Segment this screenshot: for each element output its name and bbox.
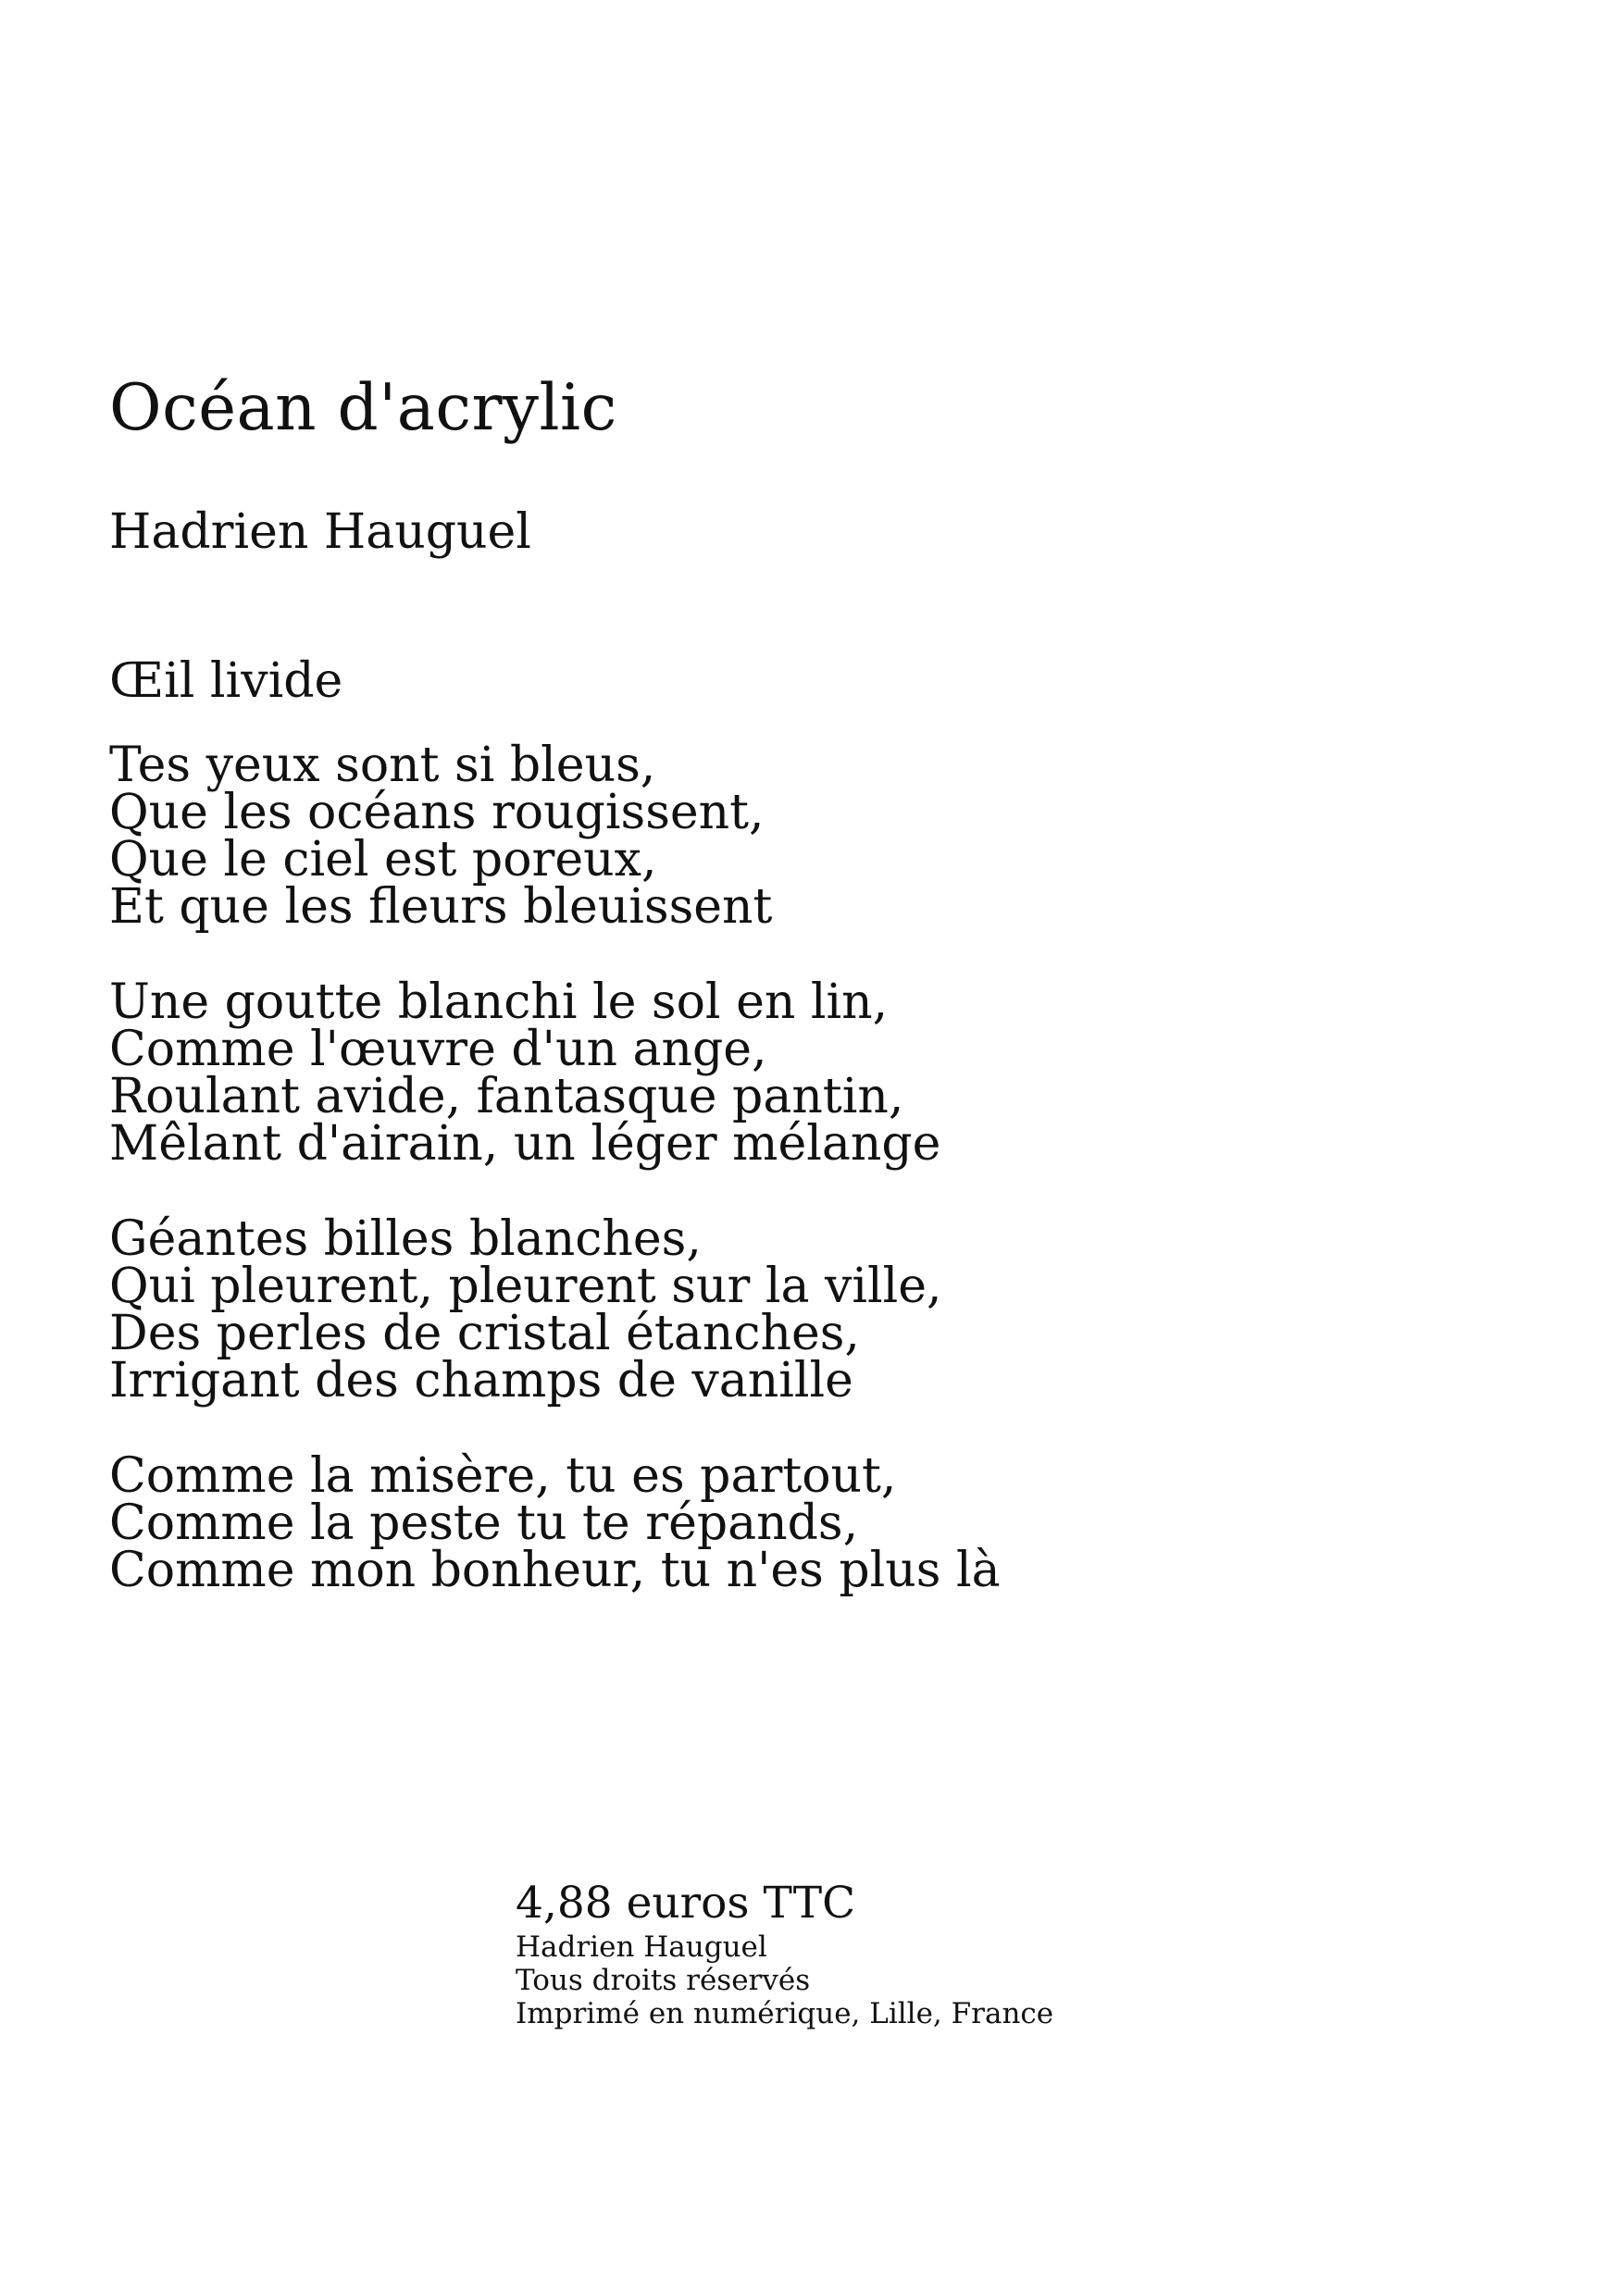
poem-line: Une goutte blanchi le sol en lin, [109, 974, 889, 1031]
stanza-4 [109, 1448, 1405, 1599]
poem-line: Tes yeux sont si bleus, [109, 738, 656, 794]
poem-line: Des perles de cristal étanches, [109, 1306, 860, 1362]
colophon-author: Hadrien Hauguel [516, 1930, 767, 1964]
poem-line: Que le ciel est poreux, [109, 832, 657, 888]
poem-line: Mêlant d'airain, un léger mélange [109, 1116, 941, 1173]
poem-line: Comme la peste tu te répands, [109, 1496, 859, 1552]
colophon [516, 1877, 1053, 2030]
poem-line: Comme la misère, tu es partout, [109, 1448, 897, 1505]
stanza-3 [109, 1211, 1405, 1409]
poem-line: Et que les fleurs bleuissent [109, 879, 773, 936]
poem-line: Comme l'œuvre d'un ange, [109, 1022, 767, 1078]
page-title: Océan d'acrylic [109, 371, 617, 445]
stanza-2 [109, 974, 1405, 1173]
printing-notice: Imprimé en numérique, Lille, France [516, 1997, 1054, 2030]
author-name: Hadrien Hauguel [109, 504, 531, 560]
poem-line: Irrigant des champs de vanille [109, 1353, 853, 1409]
poem-title: Œil livide [109, 653, 343, 709]
rights-notice: Tous droits réservés [516, 1964, 811, 1997]
poem-line: Géantes billes blanches, [109, 1211, 702, 1268]
poem-line: Qui pleurent, pleurent sur la ville, [109, 1259, 942, 1315]
poem-line: Comme mon bonheur, tu n'es plus là [109, 1543, 1001, 1599]
stanza-1 [109, 738, 1405, 936]
poem-line: Roulant avide, fantasque pantin, [109, 1069, 904, 1125]
poem-line: Que les océans rougissent, [109, 785, 765, 841]
poem [109, 652, 1405, 1643]
price-label: 4,88 euros TTC [516, 1878, 856, 1929]
